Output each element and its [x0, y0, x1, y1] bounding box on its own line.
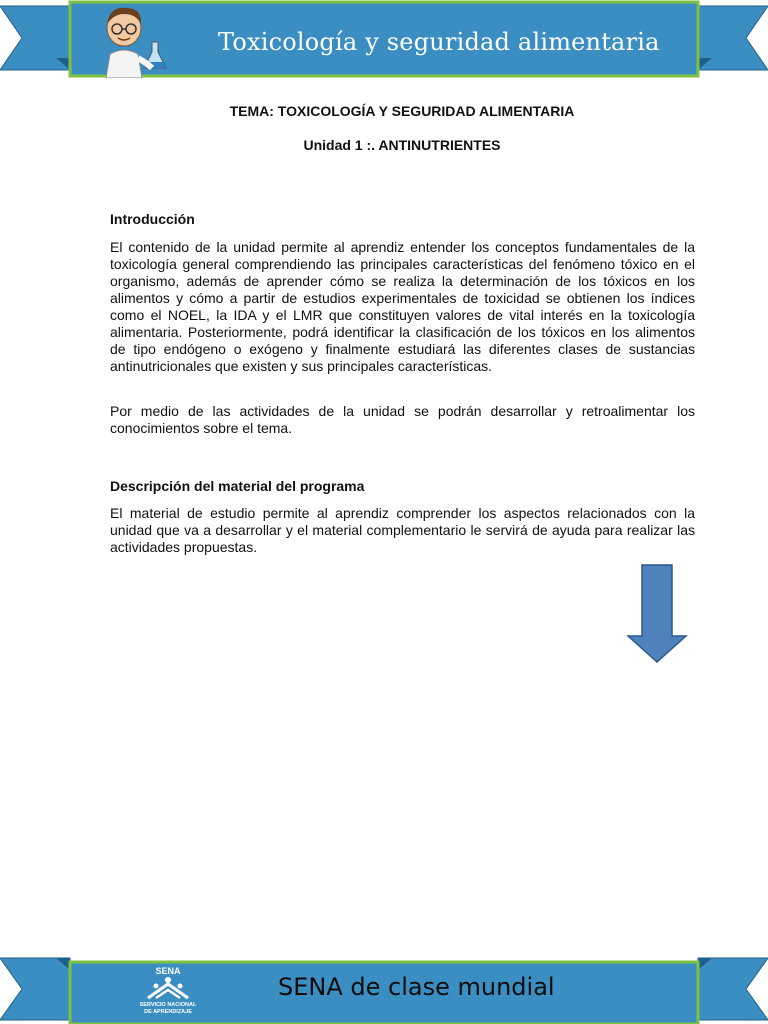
- material-description-heading: Descripción del material del programa: [110, 478, 365, 494]
- material-description-paragraph: El material de estudio permite al aprendiz comprender los aspectos relacionados con la unidad que va a desarrollar y el material complementario le servirá de ayuda para realizar las actividades propuestas.: [110, 505, 695, 555]
- sena-logo-name: SENA: [155, 966, 181, 976]
- footer-banner-title: SENA de clase mundial: [278, 973, 555, 1001]
- introduction-paragraph: El contenido de la unidad permite al aprendiz entender los conceptos fundamentales de la toxicología general comprendiendo las principales características del fenómeno tóxico en el organismo, además de aprender cómo se realiza la determinación de los tóxicos en los alimentos y cómo a partir de estudios experimentales de toxicidad se obtienen los índices como el NOEL, la IDA y el LMR que constituyen valores de vital interés en la toxicología alimentaria. Posteriormente, podrá identificar la clasificación de los tóxicos en los alimentos de tipo endógeno o exógeno y finalmente estudiará las diferentes clases de sustancias antinutricionales que existen y sus principales características.: [110, 239, 695, 374]
- sena-logo: [118, 962, 218, 1020]
- document-topic-heading: TEMA: TOXICOLOGÍA Y SEGURIDAD ALIMENTARIA: [229, 103, 575, 119]
- sena-logo-subtitle: SERVICIO NACIONAL: [139, 1002, 197, 1008]
- sena-logo-subtitle: DE APRENDIZAJE: [144, 1009, 192, 1015]
- document-unit-heading: Unidad 1 :. ANTINUTRIENTES: [303, 137, 501, 153]
- header-banner-title: Toxicología y seguridad alimentaria: [218, 28, 660, 56]
- activities-paragraph: Por medio de las actividades de la unidad se podrán desarrollar y retroalimentar los conocimientos sobre el tema.: [110, 403, 695, 436]
- down-arrow-icon: [626, 564, 688, 664]
- introduction-heading: Introducción: [110, 211, 195, 227]
- scientist-mascot-icon: [92, 2, 192, 78]
